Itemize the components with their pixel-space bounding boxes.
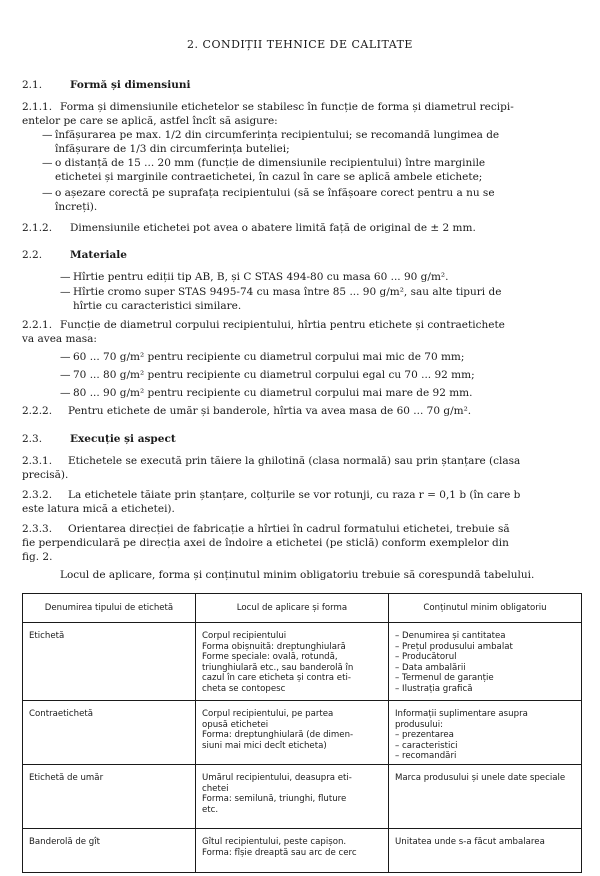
- section-heading: Formă și dimensiuni: [70, 79, 191, 91]
- clause-text: fig. 2.: [22, 551, 53, 563]
- clause-text: este latura mică a etichetei).: [22, 503, 175, 515]
- place-cell: Gîtul recipientului, peste capișon. Forma: fîșie dreaptă sau arc de cerc: [196, 829, 389, 873]
- section-number: 2.2.: [22, 249, 43, 261]
- place-cell: Corpul recipientului Forma obișnuită: dreptunghiulară Forme speciale: ovală, rotundă, triunghiulară etc., sau banderolă în cazul în care eticheta și contra eti- cheta se contopesc: [196, 623, 389, 701]
- clause-text: fie perpendiculară pe direcția axei de îndoire a etichetei (pe sticlă) conform exemplelor din: [22, 537, 509, 549]
- table-header-row: [23, 594, 582, 623]
- place-cell: Corpul recipientului, pe partea opusă etichetei Forma: dreptunghiulară (de dimen- siuni mai mici decît eticheta): [196, 701, 389, 765]
- section-number: 2.1.: [22, 79, 43, 91]
- column-header: Denumirea tipului de etichetă: [23, 594, 196, 623]
- clause-text: Etichetele se execută prin tăiere la ghilotină (clasa normală) sau prin ștanțare (clasa: [68, 455, 521, 467]
- clause-text: Dimensiunile etichetei pot avea o abatere limită față de original de ± 2 mm.: [70, 222, 476, 234]
- place-cell: Umărul recipientului, deasupra eti- chetei Forma: semilună, triunghi, fluture etc.: [196, 765, 389, 829]
- content-cell: Unitatea unde s-a făcut ambalarea: [389, 829, 582, 873]
- label-type-cell: Banderolă de gît: [23, 829, 196, 873]
- content-cell: – Denumirea și cantitatea – Prețul produsului ambalat – Producătorul – Data ambalării – Termenul de garanție – Ilustrația grafică: [389, 623, 582, 701]
- clause-text: Forma și dimensiunile etichetelor se stabilesc în funcție de forma și diametrul recipi-: [60, 101, 514, 113]
- table-row: [23, 829, 582, 873]
- clause-number: 2.3.3.: [22, 523, 53, 535]
- table-row: [23, 701, 582, 765]
- clause-number: 2.2.1.: [22, 319, 53, 331]
- section-number: 2.3.: [22, 433, 43, 445]
- requirements-table: [22, 593, 582, 873]
- column-header: Locul de aplicare și forma: [196, 594, 389, 623]
- clause-text: Orientarea direcției de fabricație a hîrtiei în cadrul formatului etichetei, trebuie să: [68, 523, 510, 535]
- clause-text: Pentru etichete de umăr și banderole, hîrtia va avea masa de 60 ... 70 g/m².: [68, 405, 472, 417]
- table-row: [23, 623, 582, 701]
- content-cell: Marca produsului și unele date speciale: [389, 765, 582, 829]
- label-type-cell: Etichetă: [23, 623, 196, 701]
- clause-text: precisă).: [22, 469, 69, 481]
- clause-number: 2.1.2.: [22, 222, 53, 234]
- clause-number: 2.3.1.: [22, 455, 53, 467]
- table-intro: Locul de aplicare, forma și conținutul minim obligatoriu trebuie să corespundă tabelului.: [60, 569, 535, 581]
- table-row: [23, 765, 582, 829]
- content-cell: Informații suplimentare asupra produsului: – prezentarea – caracteristici – recomandări: [389, 701, 582, 765]
- list-item-continuation: încreți).: [55, 201, 98, 213]
- clause-text: entelor pe care se aplică, astfel încît să asigure:: [22, 115, 278, 127]
- section-title: 2. CONDIȚII TEHNICE DE CALITATE: [187, 38, 413, 51]
- label-type-cell: Etichetă de umăr: [23, 765, 196, 829]
- clause-number: 2.1.1.: [22, 101, 53, 113]
- column-header: Conținutul minim obligatoriu: [389, 594, 582, 623]
- clause-text: La etichetele tăiate prin ștanțare, colțurile se vor rotunji, cu raza r = 0,1 b (în care b: [68, 489, 521, 501]
- clause-text: Funcție de diametrul corpului recipientului, hîrtia pentru etichete și contraetichete: [60, 319, 505, 331]
- list-item-continuation: hîrtie cu caracteristici similare.: [73, 300, 242, 312]
- document-page: 2. CONDIȚII TEHNICE DE CALITATE 2.1. Formă și dimensiuni 2.1.1. Forma și dimensiunile etichetelor se stabilesc în funcție de forma și diametrul recipi- entelor pe care se aplică, astfel încît să asigure: — înfășurarea pe max. 1/2 din circumferința recipientului; se recomandă lungimea de înfășurare de 1/3 din circumferința buteliei; — o distanță de 15 ... 20 mm (funcție de dimensiunile recipientului) între marginile etichetei și marginile contraetichetei, în cazul în care se aplică ambele etichete; — o așezare corectă pe suprafața recipientului (să se înfășoare corect pentru a nu se încreți). 2.1.2. Dimensiunile etichetei pot avea o abatere limită față de original de ± 2 mm. 2.2. Materiale — Hîrtie pentru ediții tip AB, B, și C STAS 494-80 cu masa 60 ... 90 g/m². — Hîrtie cromo super STAS 9495-74 cu masa între 85 ... 90 g/m², sau alte tipuri de hîrtie cu caracteristici similare. 2.2.1. Funcție de diametrul corpului recipientului, hîrtia pentru etichete și contraetichete va avea masa: — 60 ... 70 g/m² pentru recipiente cu diametrul corpului mai mic de 70 mm; — 70 ... 80 g/m² pentru recipiente cu diametrul corpului egal cu 70 ... 92 mm; — 80 ... 90 g/m² pentru recipiente cu diametrul corpului mai mare de 92 mm. 2.2.2. Pentru etichete de umăr și banderole, hîrtia va avea masa de 60 ... 70 g/m². 2.3. Execuție și aspect 2.3.1. Etichetele se execută prin tăiere la ghilotină (clasa normală) sau prin ștanțare (clasa precisă). 2.3.2. La etichetele tăiate prin ștanțare, colțurile se vor rotunji, cu raza r = 0,1 b (în care b este latura mică a etichetei). 2.3.3. Orientarea direcției de fabricație a hîrtiei în cadrul formatului etichetei, trebuie să fie perpendiculară pe direcția axei de îndoire a etichetei (pe sticlă) conform exemplelor din fig. 2. Locul de aplicare, forma și conținutul minim obligatoriu trebuie să corespundă tabelului. Denumirea tipului de etichetă Locul de aplicare și forma Conținutul minim obligatoriu Etichetă Corpul recipientului Forma obișnuită: dreptunghiulară Forme speciale: ovală, rotundă, triunghiulară etc., sau banderolă în cazul în care eticheta și contra eti- cheta se contopesc – Denumirea și cantitatea – Prețul produsului ambalat – Producătorul – Data ambalării – Termenul de garanție – Ilustrația grafică Contraetichetă Corpul recipientului, pe partea opusă etichetei Forma: dreptunghiulară (de dimen- siuni mai mici decît eticheta) Informații suplimentare asupra produsului: – prezentarea – caracteristici – recomandări Etichetă de umăr Umărul recipientului, deasupra eti- chetei Forma: semilună, triunghi, fluture etc. Marca produsului și unele date speciale Banderolă de gît Gîtul recipientului, peste capișon. Forma: fîșie dreaptă sau arc de cerc Unitatea unde s-a făcut ambalarea: [0, 0, 600, 876]
- list-item-continuation: etichetei și marginile contraetichetei, în cazul în care se aplică ambele etichete;: [55, 171, 483, 183]
- clause-number: 2.2.2.: [22, 405, 53, 417]
- label-type-cell: Contraetichetă: [23, 701, 196, 765]
- list-item-continuation: înfășurare de 1/3 din circumferința buteliei;: [55, 143, 290, 155]
- clause-text: va avea masa:: [22, 333, 97, 345]
- clause-number: 2.3.2.: [22, 489, 53, 501]
- section-heading: Execuție și aspect: [70, 433, 176, 445]
- section-heading: Materiale: [70, 249, 127, 261]
